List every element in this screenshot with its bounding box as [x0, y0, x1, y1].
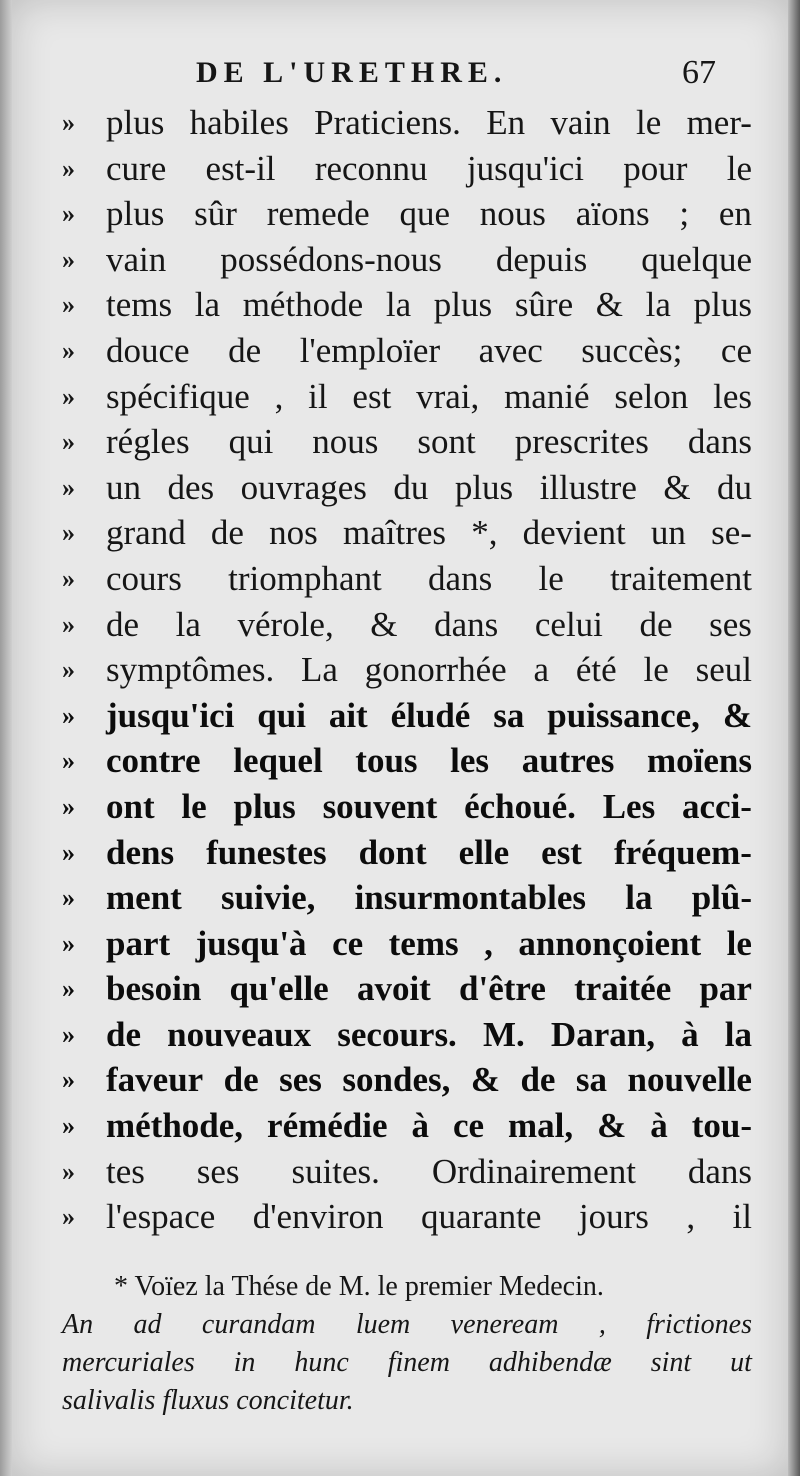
- line-text: ont le plus souvent échoué. Les acci-: [106, 786, 752, 826]
- quotation-mark: »: [62, 563, 75, 593]
- line-text: un des ouvrages du plus illustre & du: [106, 467, 752, 507]
- quotation-mark: »: [62, 609, 75, 639]
- page-left-edge: [0, 0, 12, 1476]
- text-line: [62, 510, 752, 556]
- quotation-mark: »: [62, 1065, 75, 1095]
- text-line: [62, 738, 752, 784]
- quotation-mark: »: [62, 837, 75, 867]
- text-line: [62, 875, 752, 921]
- line-text: ment suivie, insurmontables la plû-: [106, 878, 752, 918]
- page-header: [12, 50, 788, 100]
- line-text: jusqu'ici qui ait éludé sa puissance, &: [106, 695, 752, 735]
- footnote-latin-line: mercuriales in hunc finem adhibendæ sint ut: [62, 1347, 752, 1378]
- line-text: dens funestes dont elle est fréquem-: [106, 832, 752, 872]
- line-text: vain possédons-nous depuis quelque: [106, 239, 752, 279]
- quotation-mark: »: [62, 381, 75, 411]
- text-line: [62, 966, 752, 1012]
- line-text: contre lequel tous les autres moïens: [106, 741, 752, 781]
- line-text: plus habiles Praticiens. En vain le mer-: [106, 103, 752, 142]
- line-text: de nouveaux secours. M. Daran, à la: [106, 1014, 752, 1054]
- page-right-edge: [788, 0, 800, 1476]
- text-line: [62, 602, 752, 648]
- line-text: faveur de ses sondes, & de sa nouvelle: [106, 1060, 752, 1100]
- line-text: part jusqu'à ce tems , annonçoient le: [106, 923, 752, 963]
- quotation-mark: »: [62, 244, 75, 274]
- quotation-mark: »: [62, 700, 75, 730]
- text-line: [62, 1103, 752, 1149]
- line-text: de la vérole, & dans celui de ses: [106, 604, 752, 644]
- line-text: cure est-il reconnu jusqu'ici pour le: [106, 148, 752, 188]
- text-line: [62, 419, 752, 465]
- text-line: [62, 465, 752, 511]
- footnote-latin-line: salivalis fluxus concitetur.: [62, 1385, 354, 1416]
- footnote-latin-line: An ad curandam luem veneream , frictiones: [62, 1309, 752, 1340]
- text-line: [62, 1194, 752, 1240]
- book-page: [12, 0, 788, 1476]
- line-text: tems la méthode la plus sûre & la plus: [106, 285, 752, 325]
- quotation-mark: »: [62, 1202, 75, 1232]
- quotation-mark: »: [62, 1019, 75, 1049]
- quotation-mark: »: [62, 928, 75, 958]
- quotation-mark: »: [62, 655, 75, 685]
- line-text: besoin qu'elle avoit d'être traitée par: [106, 969, 752, 1009]
- line-text: régles qui nous sont prescrites dans: [106, 422, 752, 462]
- line-text: plus sûr remede que nous aïons ; en: [106, 194, 752, 234]
- quotation-mark: »: [62, 518, 75, 548]
- text-line: [62, 191, 752, 237]
- text-line: [62, 921, 752, 967]
- line-text: grand de nos maîtres *, devient un se-: [106, 513, 752, 553]
- text-line: [62, 647, 752, 693]
- quotation-mark: »: [62, 199, 75, 229]
- quotation-mark: »: [62, 290, 75, 320]
- line-text: l'espace d'environ quarante jours , il: [106, 1197, 752, 1237]
- quotation-mark: »: [62, 153, 75, 183]
- line-text: tes ses suites. Ordinairement dans: [106, 1151, 752, 1191]
- quotation-mark: »: [62, 108, 75, 137]
- quotation-mark: »: [62, 472, 75, 502]
- text-line: [62, 1057, 752, 1103]
- text-line: [62, 282, 752, 328]
- text-line: [62, 784, 752, 830]
- quotation-mark: »: [62, 427, 75, 457]
- footnote-line: * Voïez la Thése de M. le premier Medecin.: [114, 1271, 604, 1302]
- quotation-mark: »: [62, 1111, 75, 1141]
- page-number: 67: [682, 54, 716, 91]
- text-line: [62, 830, 752, 876]
- text-line: [62, 100, 752, 146]
- quotation-mark: »: [62, 1156, 75, 1186]
- running-title: DE L'URETHRE.: [196, 56, 508, 89]
- text-line: [62, 374, 752, 420]
- quotation-mark: »: [62, 335, 75, 365]
- footnote: [62, 1268, 752, 1420]
- quotation-mark: »: [62, 974, 75, 1004]
- line-text: symptômes. La gonorrhée a été le seul: [106, 650, 752, 690]
- text-line: [62, 693, 752, 739]
- line-text: douce de l'emploïer avec succès; ce: [106, 330, 752, 370]
- quotation-mark: »: [62, 746, 75, 776]
- text-line: [62, 328, 752, 374]
- text-line: [62, 1012, 752, 1058]
- text-line: [62, 146, 752, 192]
- quotation-mark: »: [62, 791, 75, 821]
- line-text: cours triomphant dans le traitement: [106, 558, 752, 598]
- text-line: [62, 556, 752, 602]
- text-line: [62, 1149, 752, 1195]
- quotation-mark: »: [62, 883, 75, 913]
- body-text: [62, 100, 752, 1240]
- line-text: méthode, rémédie à ce mal, & à tou-: [106, 1106, 752, 1146]
- text-line: [62, 237, 752, 283]
- line-text: spécifique , il est vrai, manié selon les: [106, 376, 752, 416]
